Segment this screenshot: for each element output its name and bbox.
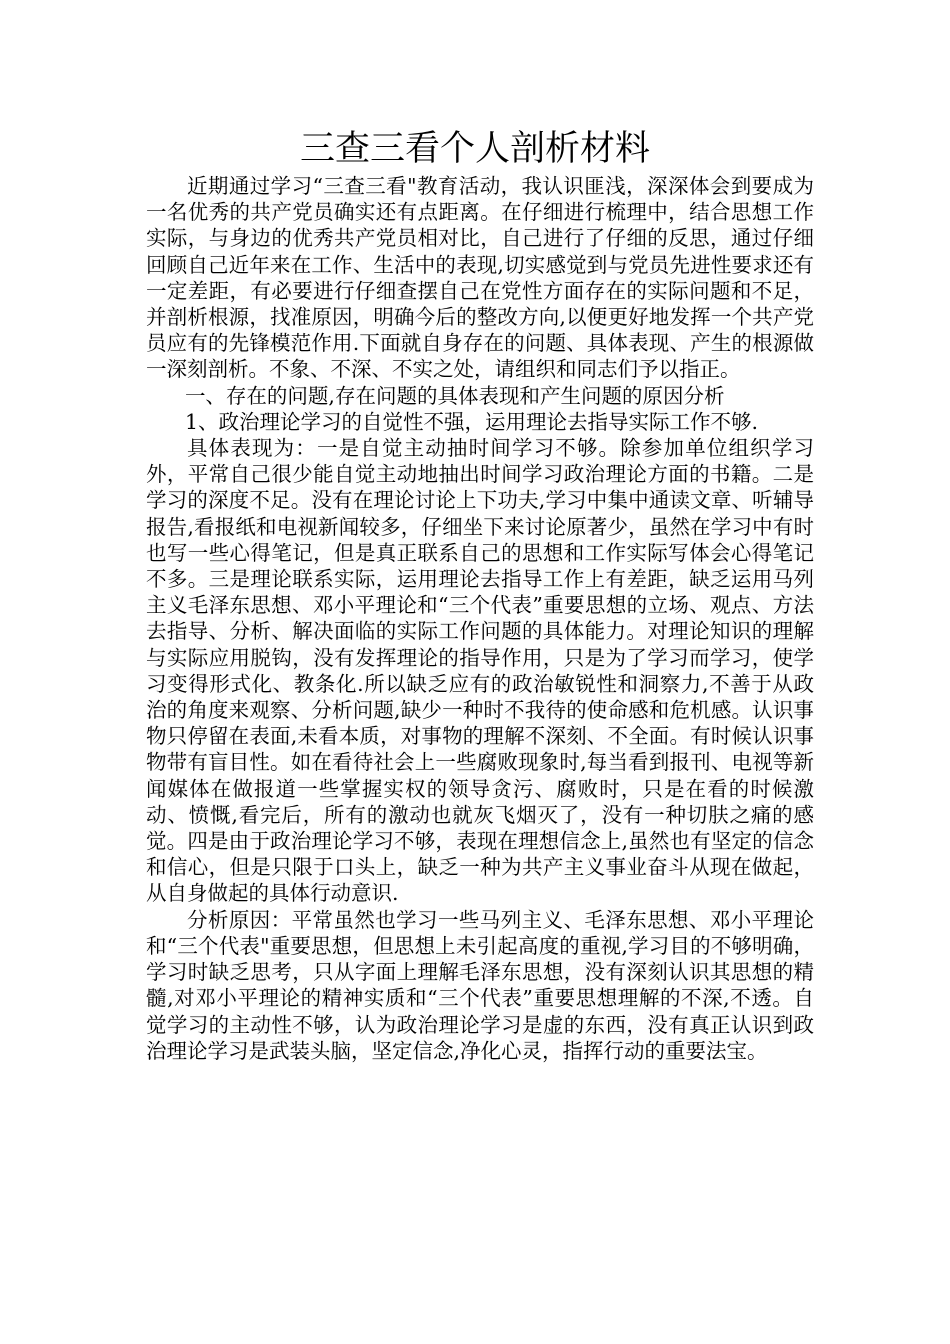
document-body <box>146 173 814 1064</box>
paragraph-intro: 近期通过学习“三查三看"教育活动，我认识匪浅，深深体会到要成为一名优秀的共产党员确实还有点距离。在仔细进行梳理中，结合思想工作实际，与身边的优秀共产党员相对比，自己进行了仔细的反思，通过仔细回顾自己近年来在工作、生活中的表现,切实感觉到与党员先进性要求还有一定差距，有必要进行仔细查摆自己在党性方面存在的实际问题和不足，并剖析根源，找准原因，明确今后的整改方向,以便更好地发挥一个共产党员应有的先锋模范作用.下面就自身存在的问题、具体表现、产生的根源做一深刻剖析。不象、不深、不实之处，请组织和同志们予以指正。 <box>146 174 814 382</box>
subsection-heading: 1、政治理论学习的自觉性不强，运用理论去指导实际工作不够. <box>184 409 758 434</box>
section-heading: 一、存在的问题,存在问题的具体表现和产生问题的原因分析 <box>184 383 725 408</box>
paragraph-manifestation: 具体表现为：一是自觉主动抽时间学习不够。除参加单位组织学习外，平常自己很少能自觉主动地抽出时间学习政治理论方面的书籍。二是学习的深度不足。没有在理论讨论上下功夫,学习中集中通读文章、听辅导报告,看报纸和电视新闻较多，仔细坐下来讨论原著少，虽然在学习中有时也写一些心得笔记，但是真正联系自己的思想和工作实际写体会心得笔记不多。三是理论联系实际，运用理论去指导工作上有差距，缺乏运用马列主义毛泽东思想、邓小平理论和“三个代表”重要思想的立场、观点、方法去指导、分析、解决面临的实际工作问题的具体能力。对理论知识的理解与实际应用脱钩，没有发挥理论的指导作用，只是为了学习而学习，使学习变得形式化、教条化.所以缺乏应有的政治敏锐性和洞察力,不善于从政治的角度来观察、分析问题,缺少一种时不我待的使命感和危机感。认识事物只停留在表面,未看本质，对事物的理解不深刻、不全面。有时候认识事物带有盲目性。如在看待社会上一些腐败现象时,每当看到报刊、电视等新闻媒体在做报道一些掌握实权的领导贪污、腐败时，只是在看的时候激动、愤慨,看完后，所有的激动也就灰飞烟灭了，没有一种切肤之痛的感觉。四是由于政治理论学习不够，表现在理想信念上,虽然也有坚定的信念和信心，但是只限于口头上，缺乏一种为共产主义事业奋斗从现在做起，从自身做起的具体行动意识. <box>146 436 814 906</box>
paragraph-cause-analysis: 分析原因：平常虽然也学习一些马列主义、毛泽东思想、邓小平理论和“三个代表"重要思想，但思想上未引起高度的重视,学习目的不够明确，学习时缺乏思考，只从字面上理解毛泽东思想，没有深刻认识其思想的精髓,对邓小平理论的精神实质和“三个代表”重要思想理解的不深,不透。自觉学习的主动性不够，认为政治理论学习是虚的东西，没有真正认识到政治理论学习是武装头脑，坚定信念,净化心灵，指挥行动的重要法宝。 <box>146 907 814 1063</box>
document-title: 三查三看个人剖析材料 <box>299 129 650 169</box>
